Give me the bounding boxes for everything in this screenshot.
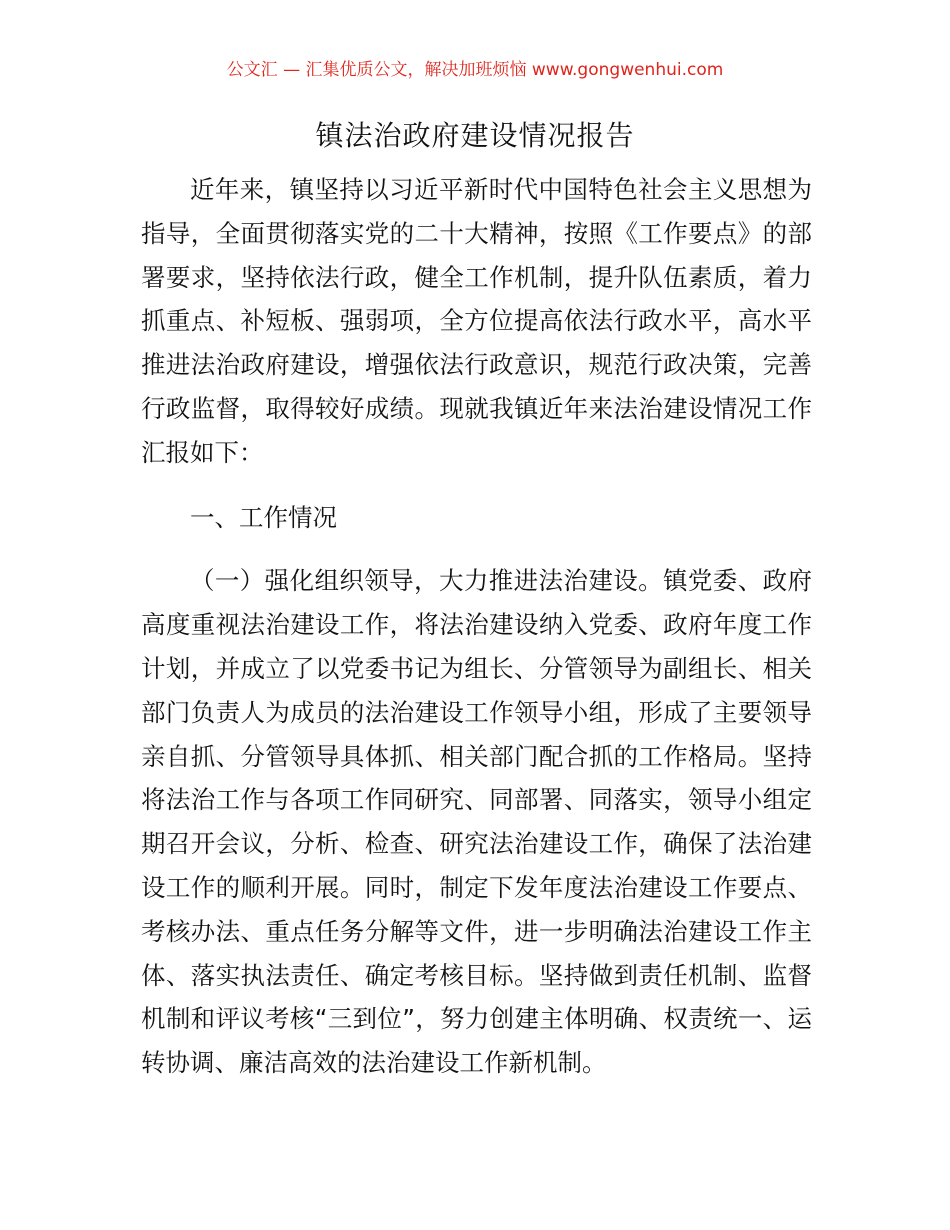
section-heading: 一、工作情况 [190, 502, 337, 532]
document-title: 镇法治政府建设情况报告 [315, 119, 635, 152]
intro-paragraph: 近年来，镇坚持以习近平新时代中国特色社会主义思想为指导，全面贯彻落实党的二十大精神，按照《工作要点》的部署要求，坚持依法行政，健全工作机制，提升队伍素质，着力抓重点、补短板、强弱项，全方位提高依法行政水平，高水平推进法治政府建设，增强依法行政意识，规范行政决策，完善行政监督，取得较好成绩。现就我镇近年来法治建设情况工作汇报如下： [141, 175, 812, 467]
document-body [141, 168, 812, 1085]
section-paragraph: （一）强化组织领导，大力推进法治建设。镇党委、政府高度重视法治建设工作，将法治建设纳入党委、政府年度工作计划，并成立了以党委书记为组长、分管领导为副组长、相关部门负责人为成员的法治建设工作领导小组，形成了主要领导亲自抓、分管领导具体抓、相关部门配合抓的工作格局。坚持将法治工作与各项工作同研究、同部署、同落实，领导小组定期召开会议，分析、检查、研究法治建设工作，确保了法治建设工作的顺利开展。同时，制定下发年度法治建设工作要点、考核办法、重点任务分解等文件，进一步明确法治建设工作主体、落实执法责任、确定考核目标。坚持做到责任机制、监督机制和评议考核“三到位”，努力创建主体明确、权责统一、运转协调、廉洁高效的法治建设工作新机制。 [141, 566, 812, 1078]
site-watermark-header: 公文汇 — 汇集优质公文，解决加班烦恼 www.gongwenhui.com [226, 60, 724, 80]
